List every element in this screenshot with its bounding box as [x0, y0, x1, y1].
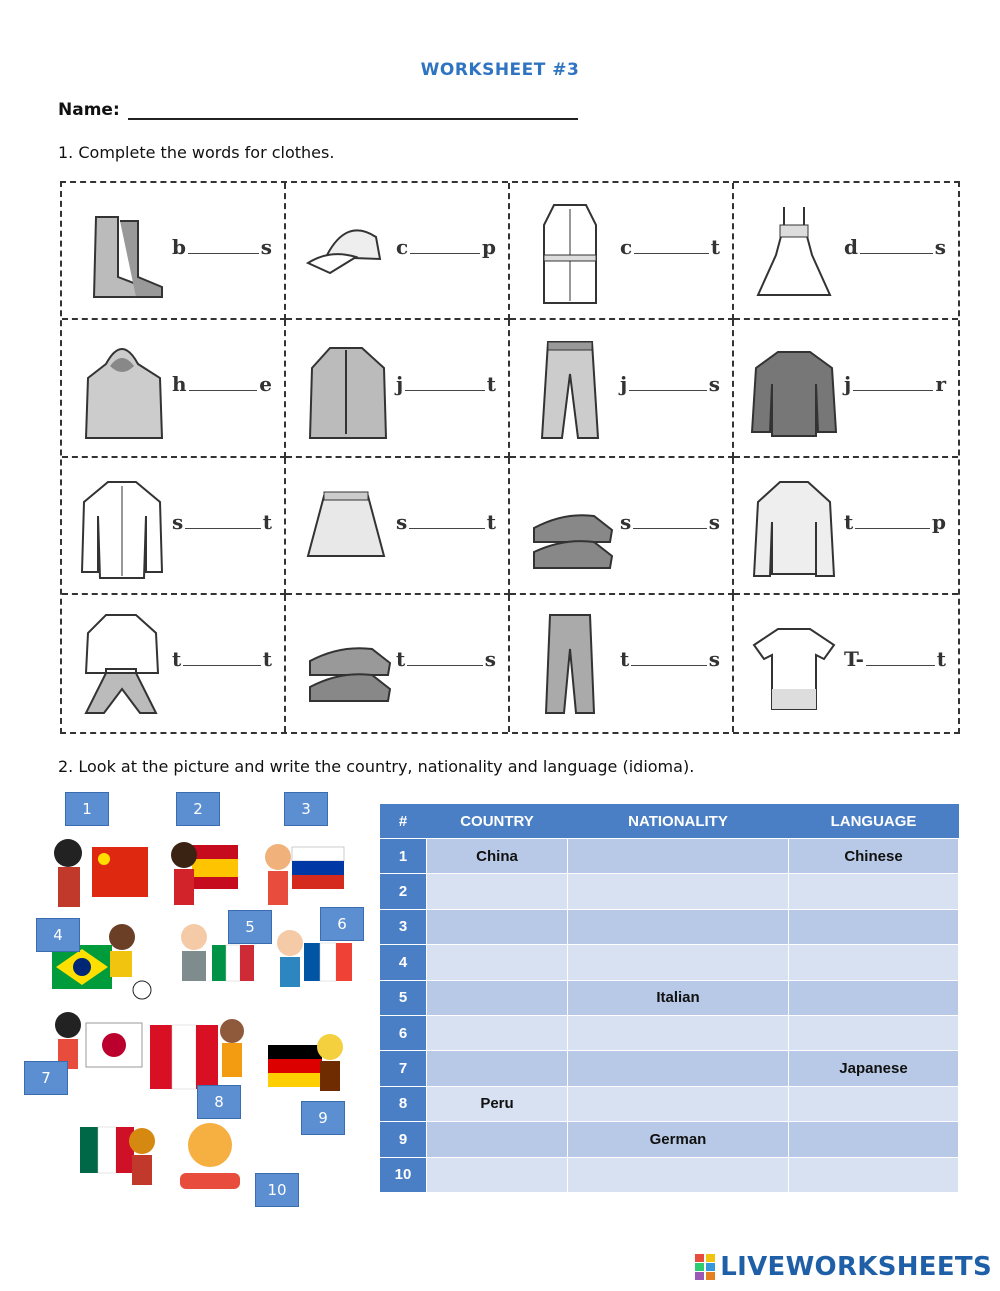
word-start-letter: t	[844, 509, 854, 534]
top-icon	[748, 472, 840, 580]
word-blank[interactable]	[396, 647, 496, 671]
country-cell[interactable]	[427, 909, 568, 944]
word-start-letter: T-	[844, 646, 864, 671]
name-row	[58, 100, 578, 120]
flags-illustration	[0, 785, 380, 1215]
china-flag-icon	[92, 847, 148, 897]
word-end-letter: t	[710, 235, 720, 259]
word-end-letter: t	[262, 509, 272, 534]
russia-flag-icon	[292, 847, 344, 889]
coat-icon	[524, 197, 616, 305]
word-answer-line[interactable]	[855, 528, 930, 529]
word-end-letter: p	[482, 235, 496, 259]
word-end-letter: t	[262, 646, 272, 671]
country-cell[interactable]	[427, 1051, 568, 1086]
hoodie-icon	[76, 334, 168, 442]
child-icon	[54, 839, 82, 907]
row-number: 1	[380, 839, 427, 874]
word-end-letter: t	[936, 646, 946, 671]
word-blank[interactable]	[172, 647, 272, 671]
table-row	[380, 945, 959, 980]
picture-number-3: 3	[284, 792, 328, 826]
language-cell[interactable]	[789, 1122, 959, 1157]
table-row	[380, 909, 959, 944]
word-start-letter: h	[172, 372, 187, 397]
clothes-cell	[734, 595, 958, 732]
word-answer-line[interactable]	[189, 390, 258, 391]
word-answer-line[interactable]	[407, 665, 482, 666]
picture-number-9: 9	[301, 1101, 345, 1135]
word-end-letter: t	[486, 372, 496, 397]
child-icon	[129, 1128, 155, 1185]
word-start-letter: s	[620, 509, 632, 534]
word-end-letter: s	[484, 646, 496, 671]
word-start-letter: s	[172, 509, 184, 534]
country-cell[interactable]: Peru	[427, 1086, 568, 1121]
nationality-cell[interactable]	[568, 1086, 789, 1121]
language-cell[interactable]	[789, 945, 959, 980]
name-input-line[interactable]	[128, 104, 578, 120]
country-cell[interactable]	[427, 1157, 568, 1192]
word-blank[interactable]	[844, 510, 946, 534]
picture-number-4: 4	[36, 918, 80, 952]
instruction-2: 2. Look at the picture and write the country, nationality and language (idioma).	[58, 757, 695, 776]
nationality-cell[interactable]: Italian	[568, 980, 789, 1015]
clothes-cell	[62, 320, 286, 457]
row-number: 6	[380, 1015, 427, 1050]
word-blank[interactable]	[396, 235, 496, 259]
row-number: 4	[380, 945, 427, 980]
italy-flag-icon	[212, 945, 254, 981]
word-answer-line[interactable]	[633, 528, 706, 529]
country-cell[interactable]	[427, 874, 568, 909]
country-cell[interactable]	[427, 945, 568, 980]
word-start-letter: t	[620, 646, 630, 671]
clothes-cell	[510, 458, 734, 595]
clothes-cell	[62, 458, 286, 595]
table-row	[380, 1051, 959, 1086]
cap-icon	[300, 197, 392, 305]
word-blank[interactable]	[620, 372, 720, 396]
word-answer-line[interactable]	[188, 253, 259, 254]
child-icon	[171, 842, 197, 905]
clothes-cell	[286, 458, 510, 595]
child-icon	[265, 844, 291, 905]
row-number: 2	[380, 874, 427, 909]
word-blank[interactable]	[844, 235, 946, 259]
word-start-letter: j	[396, 372, 404, 397]
nationality-cell[interactable]: German	[568, 1122, 789, 1157]
trousers-icon	[524, 609, 616, 717]
word-end-letter: p	[932, 509, 946, 534]
nationality-cell[interactable]	[568, 909, 789, 944]
word-answer-line[interactable]	[629, 390, 706, 391]
row-number: 5	[380, 980, 427, 1015]
table-header-row	[380, 804, 959, 839]
word-blank[interactable]	[844, 647, 946, 671]
nationality-table	[379, 804, 959, 1193]
word-answer-line[interactable]	[860, 253, 933, 254]
word-end-letter: r	[935, 372, 946, 397]
language-cell[interactable]	[789, 1086, 959, 1121]
country-cell[interactable]	[427, 980, 568, 1015]
word-blank[interactable]	[172, 235, 272, 259]
clothes-cell	[62, 595, 286, 732]
language-cell[interactable]	[789, 1015, 959, 1050]
word-start-letter: t	[396, 646, 406, 671]
picture-number-2: 2	[176, 792, 220, 826]
table-row	[380, 874, 959, 909]
word-blank[interactable]	[844, 372, 946, 396]
row-number: 8	[380, 1086, 427, 1121]
brand-logo	[694, 1252, 992, 1282]
word-answer-line[interactable]	[409, 528, 484, 529]
language-cell[interactable]	[789, 1157, 959, 1192]
clothes-cell	[510, 320, 734, 457]
word-end-letter: t	[486, 509, 496, 534]
picture-number-8: 8	[197, 1085, 241, 1119]
jeans-icon	[524, 334, 616, 442]
tracksuit-icon	[76, 609, 168, 717]
nationality-cell[interactable]	[568, 874, 789, 909]
word-start-letter: t	[172, 646, 182, 671]
trainers-icon	[300, 609, 392, 717]
word-answer-line[interactable]	[866, 665, 935, 666]
word-answer-line[interactable]	[853, 390, 933, 391]
row-number: 9	[380, 1122, 427, 1157]
row-number: 7	[380, 1051, 427, 1086]
instruction-1: 1. Complete the words for clothes.	[58, 143, 335, 162]
table-body	[380, 839, 959, 1193]
word-blank[interactable]	[172, 372, 272, 396]
word-start-letter: c	[620, 235, 633, 259]
picture-number-5: 5	[228, 910, 272, 944]
word-answer-line[interactable]	[634, 253, 709, 254]
shirt-icon	[76, 472, 168, 580]
word-end-letter: s	[708, 646, 720, 671]
mexico-flag-icon	[80, 1127, 134, 1173]
language-cell[interactable]	[789, 909, 959, 944]
child-icon	[109, 924, 151, 999]
row-number: 3	[380, 909, 427, 944]
woman-icon	[180, 1123, 240, 1189]
nationality-cell[interactable]	[568, 1051, 789, 1086]
word-end-letter: s	[934, 235, 946, 259]
worksheet-title: WORKSHEET #3	[420, 60, 580, 80]
picture-number-10: 10	[255, 1173, 299, 1207]
word-end-letter: s	[708, 509, 720, 534]
table-row	[380, 1086, 959, 1121]
nationality-cell[interactable]	[568, 1015, 789, 1050]
picture-number-6: 6	[320, 907, 364, 941]
country-cell[interactable]	[427, 1015, 568, 1050]
word-blank[interactable]	[620, 647, 720, 671]
brand-name: LIVEWORKSHEETS	[720, 1252, 992, 1282]
dress-icon	[748, 197, 840, 305]
word-answer-line[interactable]	[631, 665, 706, 666]
language-cell[interactable]: Chinese	[789, 839, 959, 874]
country-cell[interactable]	[427, 1122, 568, 1157]
word-answer-line[interactable]	[185, 528, 260, 529]
table-row	[380, 1015, 959, 1050]
word-end-letter: e	[259, 372, 272, 397]
clothes-cell	[62, 183, 286, 320]
nationalities-picture	[0, 785, 380, 1215]
table-row	[380, 980, 959, 1015]
country-cell[interactable]: China	[427, 839, 568, 874]
jacket-icon	[300, 334, 392, 442]
word-blank[interactable]	[172, 510, 272, 534]
nationality-cell[interactable]	[568, 945, 789, 980]
header-country: COUNTRY	[427, 804, 568, 839]
header-number: #	[380, 804, 427, 839]
nationality-cell[interactable]	[568, 1157, 789, 1192]
table-row	[380, 1122, 959, 1157]
header-language: LANGUAGE	[789, 804, 959, 839]
child-icon	[277, 930, 303, 987]
child-icon	[220, 1019, 244, 1077]
word-end-letter: s	[260, 235, 272, 259]
language-cell[interactable]	[789, 980, 959, 1015]
clothes-cell	[510, 595, 734, 732]
clothes-cell	[286, 595, 510, 732]
name-label: Name:	[58, 100, 120, 120]
skirt-icon	[300, 472, 392, 580]
germany-flag-icon	[268, 1045, 322, 1087]
word-start-letter: c	[396, 235, 409, 259]
shoes-icon	[524, 472, 616, 580]
liveworksheets-logo-icon	[694, 1253, 716, 1281]
boots-icon	[76, 197, 168, 305]
clothes-cell	[510, 183, 734, 320]
nationality-cell[interactable]	[568, 839, 789, 874]
tshirt-icon	[748, 609, 840, 717]
peru-flag-icon	[150, 1025, 218, 1089]
word-start-letter: j	[844, 372, 852, 397]
word-answer-line[interactable]	[410, 253, 480, 254]
header-nationality: NATIONALITY	[568, 804, 789, 839]
clothes-grid	[60, 181, 960, 734]
word-blank[interactable]	[620, 510, 720, 534]
clothes-cell	[734, 320, 958, 457]
child-icon	[317, 1034, 343, 1091]
word-end-letter: s	[708, 372, 720, 397]
japan-flag-icon	[86, 1023, 142, 1067]
word-blank[interactable]	[396, 372, 496, 396]
picture-number-7: 7	[24, 1061, 68, 1095]
clothes-cell	[286, 183, 510, 320]
picture-number-1: 1	[65, 792, 109, 826]
clothes-cell	[734, 458, 958, 595]
spain-flag-icon	[192, 845, 238, 889]
word-start-letter: j	[620, 372, 628, 397]
language-cell[interactable]: Japanese	[789, 1051, 959, 1086]
france-flag-icon	[304, 943, 352, 981]
table-row	[380, 1157, 959, 1192]
word-answer-line[interactable]	[183, 665, 261, 666]
clothes-cell	[734, 183, 958, 320]
word-start-letter: b	[172, 235, 186, 259]
word-blank[interactable]	[396, 510, 496, 534]
row-number: 10	[380, 1157, 427, 1192]
language-cell[interactable]	[789, 874, 959, 909]
jumper-icon	[748, 334, 840, 442]
word-blank[interactable]	[620, 235, 720, 259]
word-start-letter: s	[396, 509, 408, 534]
word-answer-line[interactable]	[405, 390, 485, 391]
word-start-letter: d	[844, 235, 858, 259]
clothes-cell	[286, 320, 510, 457]
man-icon	[181, 924, 207, 981]
table-row	[380, 839, 959, 874]
